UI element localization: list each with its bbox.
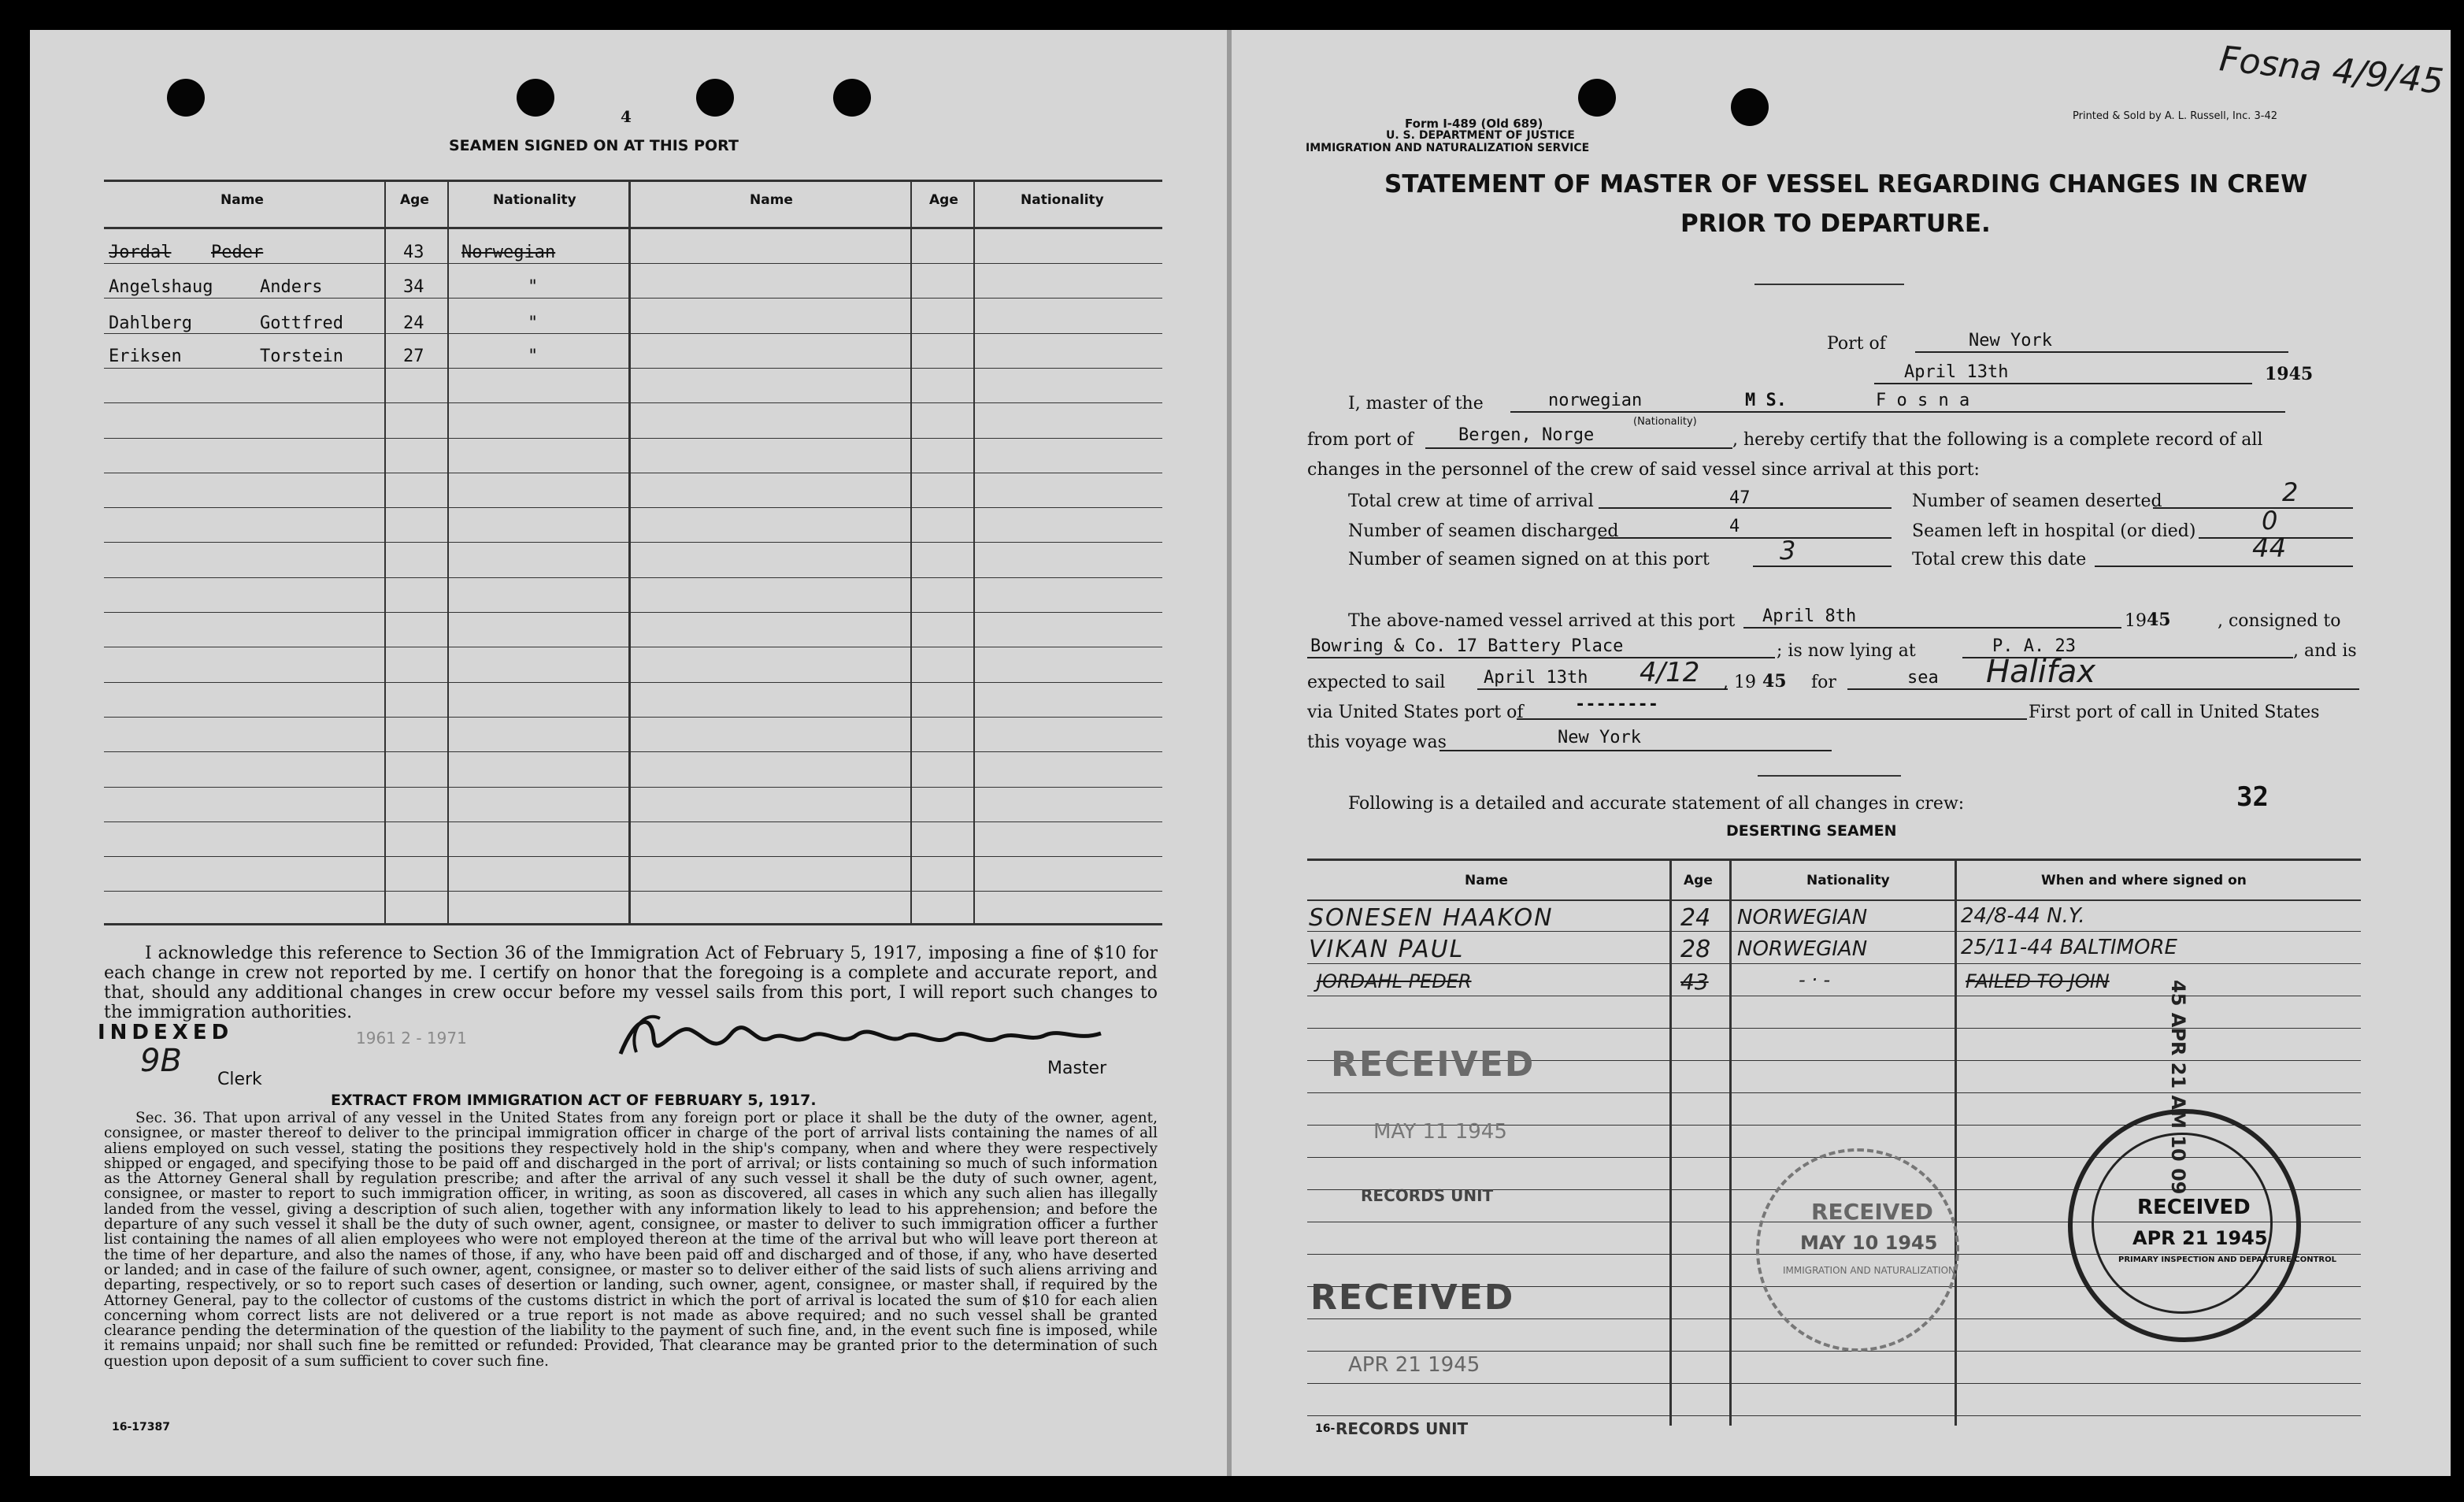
column-header-age: Age bbox=[400, 192, 429, 208]
column-header-nationality: Nationality bbox=[1021, 192, 1104, 208]
ruled-line bbox=[104, 577, 1162, 578]
total-crew-value: 47 bbox=[1729, 488, 1751, 508]
circular-received-stamp: RECEIVED MAY 10 1945 IMMIGRATION AND NATURALIZATION bbox=[1756, 1148, 1959, 1352]
changes-text: changes in the personnel of the crew of said vessel since arrival at this port: bbox=[1307, 460, 1980, 480]
ruled-line bbox=[104, 787, 1162, 788]
punch-hole bbox=[833, 79, 871, 117]
for-value: sea bbox=[1907, 668, 1939, 688]
seaman-nationality: " bbox=[528, 277, 539, 297]
column-header-age: Age bbox=[929, 192, 958, 208]
first-port-label: First port of call in United States bbox=[2029, 703, 2320, 722]
extract-title: EXTRACT FROM IMMIGRATION ACT OF FEBRUARY 5, 1917. bbox=[331, 1092, 817, 1109]
records-unit-stamp: RECORDS UNIT bbox=[1336, 1419, 1469, 1438]
form-number: Form I-489 (Old 689) bbox=[1405, 117, 1543, 131]
punch-hole bbox=[517, 79, 554, 117]
ruled-line bbox=[104, 402, 1162, 403]
ruled-line bbox=[104, 542, 1162, 543]
total-date-value: 44 bbox=[2252, 532, 2287, 564]
ruled-line bbox=[104, 507, 1162, 508]
from-port-value: Bergen, Norge bbox=[1458, 425, 1595, 445]
seaman-surname: Eriksen bbox=[109, 347, 182, 366]
arrived-year-prefix: 19 bbox=[2125, 611, 2147, 631]
statement-date: April 13th bbox=[1904, 362, 2009, 382]
arrived-year-value: 45 bbox=[2147, 610, 2171, 630]
total-date-label: Total crew this date bbox=[1912, 550, 2087, 569]
deserted-value: 2 bbox=[2282, 477, 2299, 507]
deserter-age: 24 bbox=[1680, 904, 1711, 932]
seaman-given-name: Gottfred bbox=[260, 313, 343, 333]
column-header-nationality: Nationality bbox=[1806, 873, 1890, 888]
seaman-nationality: " bbox=[528, 347, 539, 366]
nationality-caption: (Nationality) bbox=[1633, 416, 1697, 428]
seaman-surname: Dahlberg bbox=[109, 313, 192, 333]
hospital-value: 0 bbox=[2262, 506, 2278, 536]
column-header-name: Name bbox=[1465, 873, 1508, 888]
ruled-line bbox=[104, 717, 1162, 718]
via-value: -------- bbox=[1575, 695, 1658, 714]
ruled-line bbox=[104, 856, 1162, 857]
vessel-nationality: norwegian bbox=[1548, 391, 1643, 410]
department-name: U. S. DEPARTMENT OF JUSTICE bbox=[1386, 129, 1575, 142]
seaman-age: 43 bbox=[403, 243, 424, 262]
printer-credit: Printed & Sold by A. L. Russell, Inc. 3-42 bbox=[2073, 110, 2277, 122]
page-gutter bbox=[1227, 30, 1232, 1476]
service-name: IMMIGRATION AND NATURALIZATION SERVICE bbox=[1306, 142, 1590, 154]
seaman-surname: Jordal bbox=[109, 243, 172, 262]
seaman-given-name: Peder bbox=[211, 243, 264, 262]
seaman-age: 27 bbox=[403, 347, 424, 366]
acknowledgment-paragraph: I acknowledge this reference to Section 36 of the Immigration Act of February 5, 1917, imposing a fine of $10 for each change in crew not reported by me. I certify on honor that the foregoing is a complete and accurate report, and that, should any additional changes in crew occur before my vessel sails from this port, I will report such changes to the immigration authorities. bbox=[104, 944, 1158, 1022]
deserter-signed-on: FAILED TO JOIN bbox=[1966, 970, 2110, 992]
seaman-age: 34 bbox=[403, 277, 424, 297]
ruled-line bbox=[1307, 1415, 2361, 1416]
circular-received-stamp: RECEIVED APR 21 1945 PRIMARY INSPECTION AND DEPARTURE CONTROL bbox=[2068, 1109, 2301, 1342]
ruled-line bbox=[1307, 1028, 2361, 1029]
port-label: Port of bbox=[1827, 334, 1886, 354]
vessel-type: M S. bbox=[1745, 391, 1787, 410]
page-mark: 32 bbox=[2236, 781, 2269, 813]
deserter-name: SONESEN HAAKON bbox=[1309, 904, 1554, 932]
lying-value: P. A. 23 bbox=[1992, 636, 2076, 656]
deserter-age: 28 bbox=[1680, 936, 1711, 963]
statement-year: 1945 bbox=[2265, 364, 2314, 384]
sail-value: April 13th bbox=[1484, 668, 1588, 688]
punch-hole bbox=[1731, 88, 1769, 126]
deserter-nationality: NORWEGIAN bbox=[1737, 906, 1868, 929]
for-handwritten-destination: Halifax bbox=[1986, 654, 2096, 690]
page-number: 4 bbox=[621, 107, 632, 126]
indexed-stamp: INDEXED bbox=[98, 1021, 234, 1044]
following-text: Following is a detailed and accurate statement of all changes in crew: bbox=[1348, 794, 1965, 814]
master-label: Master bbox=[1047, 1059, 1107, 1078]
deserter-age: 43 bbox=[1680, 969, 1709, 995]
vessel-name: F o s n a bbox=[1876, 391, 1970, 410]
ruled-line bbox=[1307, 1351, 2361, 1352]
punch-hole bbox=[167, 79, 205, 117]
ruled-line bbox=[104, 263, 1162, 264]
ruled-line bbox=[104, 438, 1162, 439]
seaman-nationality: Norwegian bbox=[461, 243, 556, 262]
handwritten-vessel-note: Fosna 4/9/45 bbox=[2218, 39, 2446, 102]
deserting-seamen-title: DESERTING SEAMEN bbox=[1726, 822, 1897, 840]
sail-year-value: 45 bbox=[1762, 671, 1787, 692]
seaman-given-name: Anders bbox=[260, 277, 323, 297]
ruled-line bbox=[104, 368, 1162, 369]
via-label: via United States port of bbox=[1307, 703, 1524, 722]
and-is-label: , and is bbox=[2293, 641, 2357, 661]
side-date-stamp: 45 APR 21 AM 10 09 bbox=[2167, 980, 2189, 1195]
deserter-nationality: - · - bbox=[1799, 969, 1831, 991]
voyage-label: this voyage was bbox=[1307, 732, 1447, 752]
discharged-label: Number of seamen discharged bbox=[1348, 521, 1619, 541]
sail-handwritten-date: 4/12 bbox=[1640, 657, 1700, 688]
ruled-line bbox=[1307, 1092, 2361, 1093]
punch-hole bbox=[1578, 79, 1616, 117]
column-header-age: Age bbox=[1684, 873, 1713, 888]
ruled-line bbox=[104, 821, 1162, 822]
ruled-line bbox=[104, 298, 1162, 299]
deserter-signed-on: 25/11-44 BALTIMORE bbox=[1961, 936, 2177, 959]
signed-on-label: Number of seamen signed on at this port bbox=[1348, 550, 1710, 569]
column-header-name: Name bbox=[220, 192, 264, 208]
right-page-title: STATEMENT OF MASTER OF VESSEL REGARDING CHANGES IN CREW bbox=[1384, 170, 2308, 198]
column-header-name: Name bbox=[750, 192, 793, 208]
for-label: for bbox=[1811, 673, 1836, 692]
right-page-subtitle: PRIOR TO DEPARTURE. bbox=[1680, 210, 1991, 238]
column-header-signed-on: When and where signed on bbox=[2041, 873, 2247, 888]
seaman-surname: Angelshaug bbox=[109, 277, 213, 297]
clerk-label: Clerk bbox=[217, 1070, 262, 1089]
form-code-bottom: 16- bbox=[1315, 1422, 1336, 1435]
seaman-age: 24 bbox=[403, 313, 424, 333]
form-code: 16-17387 bbox=[112, 1421, 170, 1433]
voyage-value: New York bbox=[1558, 728, 1641, 747]
ruled-line bbox=[1307, 963, 2361, 964]
deserted-label: Number of seamen deserted bbox=[1912, 491, 2162, 511]
deserter-name: VIKAN PAUL bbox=[1309, 936, 1465, 963]
ruled-line bbox=[104, 751, 1162, 752]
deserter-nationality: NORWEGIAN bbox=[1737, 937, 1868, 961]
master-signature bbox=[605, 1007, 1109, 1070]
arrived-label: The above-named vessel arrived at this port bbox=[1348, 611, 1736, 631]
seaman-nationality: " bbox=[528, 313, 539, 333]
ruled-line bbox=[104, 891, 1162, 892]
column-header-nationality: Nationality bbox=[493, 192, 576, 208]
lying-label: ; is now lying at bbox=[1777, 641, 1916, 661]
punch-hole bbox=[696, 79, 734, 117]
ruled-line bbox=[104, 612, 1162, 613]
faint-date-stamp: 1961 2 - 1971 bbox=[356, 1029, 467, 1048]
ruled-line bbox=[1307, 1383, 2361, 1384]
master-of-label: I, master of the bbox=[1348, 394, 1484, 414]
consignee-value: Bowring & Co. 17 Battery Place bbox=[1310, 636, 1624, 656]
ruled-line bbox=[104, 682, 1162, 683]
total-crew-label: Total crew at time of arrival bbox=[1348, 491, 1594, 511]
clerk-initials: 9B bbox=[140, 1043, 182, 1079]
sail-label: expected to sail bbox=[1307, 673, 1446, 692]
certify-text: , hereby certify that the following is a complete record of all bbox=[1732, 430, 2263, 450]
deserter-name: JORDAHL PEDER bbox=[1317, 970, 1472, 992]
seaman-given-name: Torstein bbox=[260, 347, 343, 366]
port-value: New York bbox=[1969, 331, 2052, 350]
arrived-value: April 8th bbox=[1762, 606, 1857, 626]
extract-text: Sec. 36. That upon arrival of any vessel in the United States from any foreign port or place it shall be the duty of the owner, agent, consignee, or master thereof to deliver to the principal immigration officer in charge of the port of arrival lists containing the names of all aliens employed on such vessel, stating the positions they respectively hold in the ship's company, when and where they were respectively shipped or engaged, and specifying those to be paid off and discharged in the port of arrival; or lists containing so much of such information as the Attorney General shall by regulation prescribe; and after the arrival of any such vessel it shall be the duty of such owner, agent, consignee, or master to report to such immigration officer, in writing, as soon as discovered, all cases in which any such alien has illegally landed from the vessel, giving a description of such alien, together with any information likely to lead to his apprehension; and before the departure of any such vessel it shall be the duty of such owner, agent, consignee, or master to deliver to such immigration officer a further list containing the names of all alien employees who were not employed thereon at the time of the arrival but who will leave port thereon at the time of her departure, and also the names of those, if any, who have been paid off and discharged and of those, if any, who have deserted or landed; and in case of the failure of such owner, agent, consignee, or master so to deliver either of the said lists of such aliens arriving and departing, respectively, or so to report such cases of desertion or landing, such owner, agent, consignee, or master shall, if required by the Attorney General, pay to the collector of customs of the customs district in which the port of arrival is located the sum of $10 for each alien concerning whom correct lists are not delivered or a true report is not made as above required; and no such vessel shall be granted clearance pending the determination of the question of the liability to the payment of such fine, and, in the event such fine is imposed, while it remains unpaid; nor shall such fine be remitted or refunded: Provided, That clearance may be granted prior to the determination of such question upon deposit of a sum sufficient to cover such fine. bbox=[104, 1110, 1158, 1370]
consigned-label: , consigned to bbox=[2218, 611, 2341, 631]
deserter-signed-on: 24/8-44 N.Y. bbox=[1961, 904, 2085, 928]
left-page-title: SEAMEN SIGNED ON AT THIS PORT bbox=[449, 137, 739, 154]
discharged-value: 4 bbox=[1729, 517, 1740, 536]
hospital-label: Seamen left in hospital (or died) bbox=[1912, 521, 2196, 541]
signed-on-value: 3 bbox=[1780, 536, 1796, 566]
sail-year-prefix: , 19 bbox=[1723, 673, 1756, 692]
from-port-label: from port of bbox=[1307, 430, 1414, 450]
